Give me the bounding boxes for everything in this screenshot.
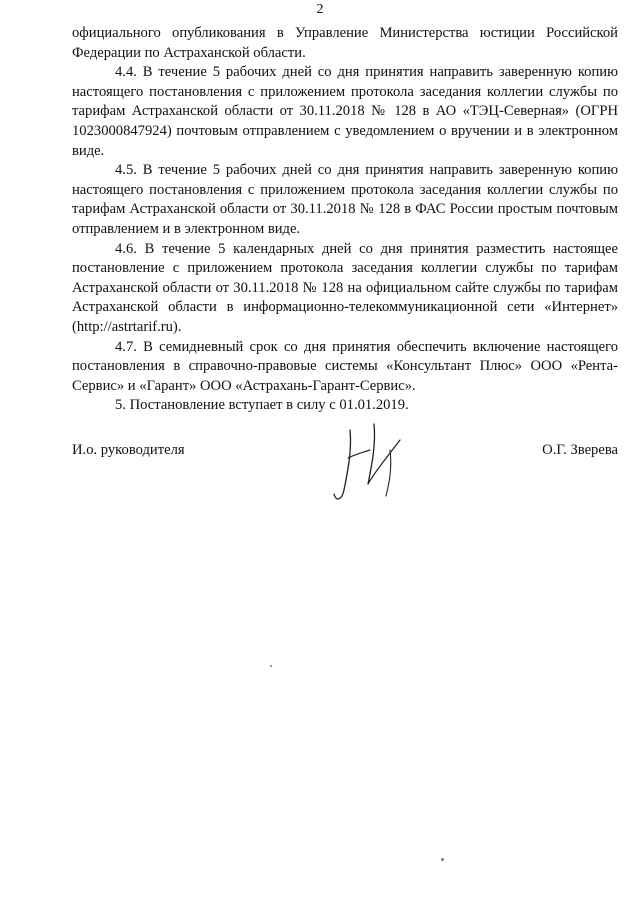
paragraph-continuation: официального опубликования в Управление Министерства юстиции Российской Федерации по Астраханской области. [72, 25, 618, 61]
paragraph-5: 5. Постановление вступает в силу с 01.01.2019. [115, 397, 409, 414]
paragraph-4-7: 4.7. В семидневный срок со дня принятия обеспечить включение настоящего постановления в справочно-правовые системы «Консультант Плюс» ООО «Рента-Сервис» и «Гарант» ООО «Астрахань-Гарант-Сервис». [72, 338, 618, 394]
paragraph-4-6: 4.6. В течение 5 календарных дней со дня принятия разместить настоящее постановление с приложением протокола заседания коллегии службы по тарифам Астраханской области от 30.11.2018 № 128 на официальном сайте службы по тарифам Астраханской области в информационно-телекоммуникационной сети «Интернет» (http://astrtarif.ru). [72, 240, 618, 335]
signatory-title: И.о. руководителя [72, 442, 185, 458]
document-body [72, 24, 618, 416]
handwritten-signature [330, 410, 410, 510]
signatory-name: О.Г. Зверева [542, 442, 618, 458]
scan-speck [270, 665, 272, 667]
scan-speck [441, 858, 444, 861]
paragraph-4-4: 4.4. В течение 5 рабочих дней со дня принятия направить заверенную копию настоящего постановления с приложением протокола заседания коллегии службы по тарифам Астраханской области от 30.11.2018 № 128 в АО «ТЭЦ-Северная» (ОГРН 1023000847924) почтовым отправлением с уведомлением о вручении и в электронном виде. [72, 64, 618, 159]
paragraph-4-5: 4.5. В течение 5 рабочих дней со дня принятия направить заверенную копию настоящего постановления с приложением протокола заседания коллегии службы по тарифам Астраханской области от 30.11.2018 № 128 в ФАС России простым почтовым отправлением и в электронном виде. [72, 162, 618, 237]
page-number: 2 [316, 2, 324, 17]
signature-block [72, 440, 618, 500]
